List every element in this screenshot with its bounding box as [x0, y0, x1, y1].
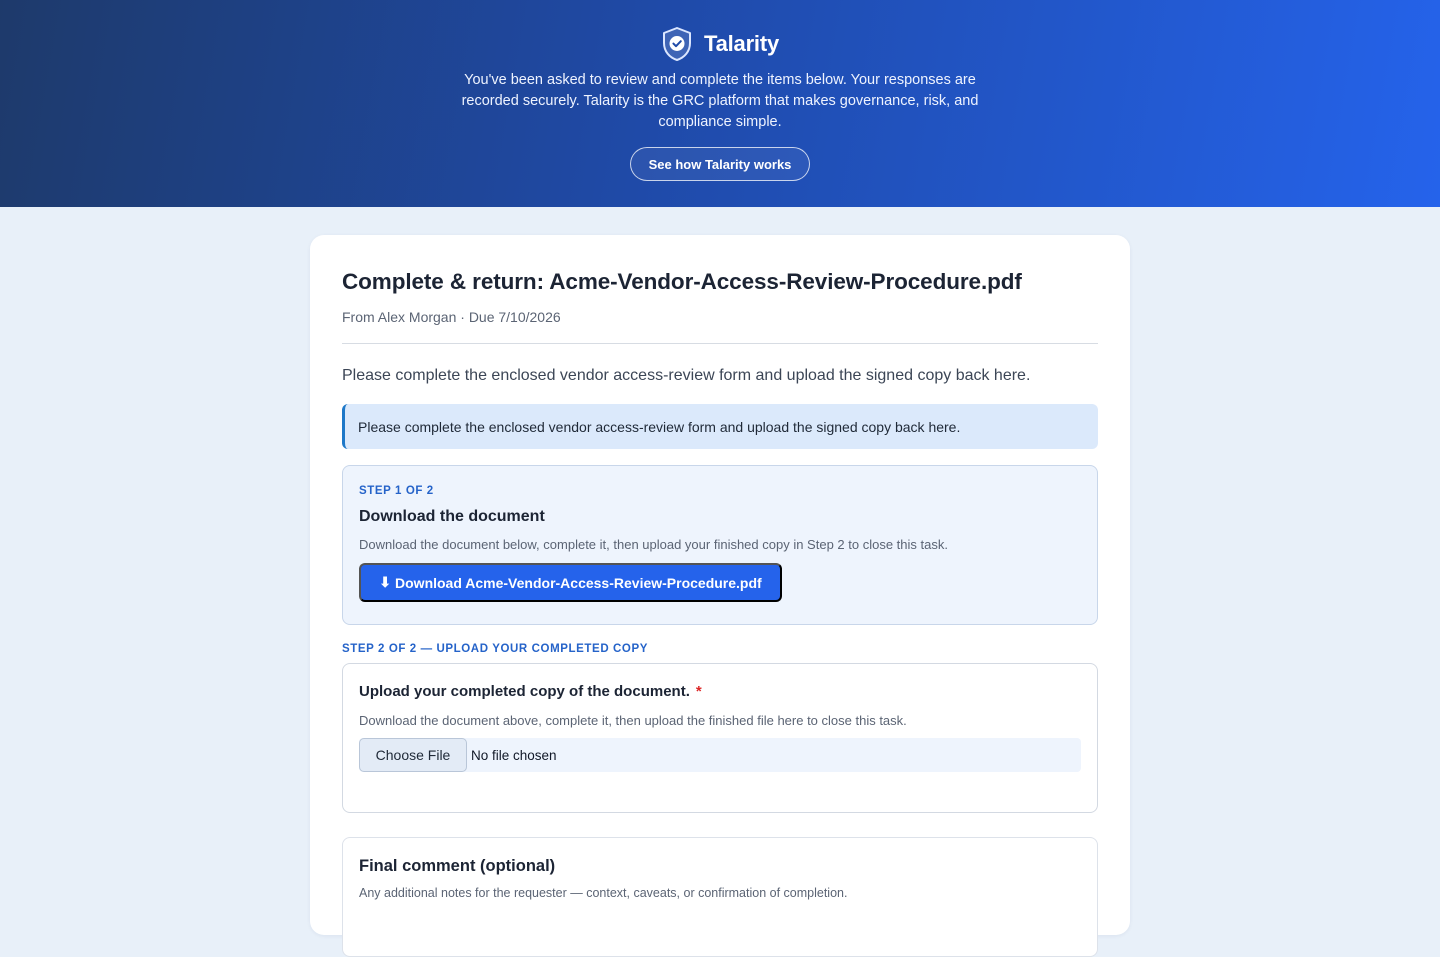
final-comment-panel — [342, 837, 1098, 957]
step-1-panel — [342, 465, 1098, 625]
page-title: Complete & return: Acme-Vendor-Access-Review-Procedure.pdf — [342, 269, 1022, 294]
download-button-label: Download Acme-Vendor-Access-Review-Procedure.pdf — [395, 574, 762, 591]
see-how-it-works-button[interactable]: See how Talarity works — [630, 147, 810, 181]
upload-title — [359, 683, 702, 700]
shield-check-icon — [661, 26, 693, 62]
task-meta: From Alex Morgan · Due 7/10/2026 — [342, 309, 561, 325]
required-marker: * — [695, 683, 702, 700]
brand-name: Talarity — [703, 31, 780, 56]
upload-title-text: Upload your completed copy of the document. — [359, 683, 690, 700]
brand — [0, 26, 1440, 62]
divider — [342, 343, 1098, 344]
upload-description: Download the document above, complete it, then upload the finished file here to close this task. — [359, 713, 907, 728]
step-1-title: Download the document — [359, 508, 545, 525]
final-comment-title: Final comment (optional) — [359, 857, 556, 875]
step-1-label: STEP 1 OF 2 — [359, 485, 434, 497]
hero-description: You've been asked to review and complete the items below. Your responses are recorded securely. Talarity is the GRC platform that makes governance, risk, and compliance simple. — [461, 72, 979, 130]
requester-note-text: Please complete the enclosed vendor access-review form and upload the signed copy back here. — [358, 418, 961, 435]
task-intro: Please complete the enclosed vendor access-review form and upload the signed copy back here. — [342, 367, 1031, 384]
step-2-label: STEP 2 OF 2 — UPLOAD YOUR COMPLETED COPY — [342, 643, 649, 655]
final-comment-description: Any additional notes for the requester — context, caveats, or confirmation of completion. — [359, 886, 848, 900]
download-icon: ⬇ — [379, 574, 392, 590]
download-document-button[interactable] — [359, 563, 782, 602]
file-input[interactable] — [359, 738, 1081, 772]
file-status: No file chosen — [471, 747, 557, 763]
upload-panel — [342, 663, 1098, 813]
choose-file-button[interactable]: Choose File — [359, 738, 467, 772]
hero-banner — [0, 0, 1440, 207]
step-1-description: Download the document below, complete it, then upload your finished copy in Step 2 to close this task. — [359, 537, 948, 552]
task-card — [310, 235, 1130, 935]
requester-note — [342, 404, 1098, 449]
